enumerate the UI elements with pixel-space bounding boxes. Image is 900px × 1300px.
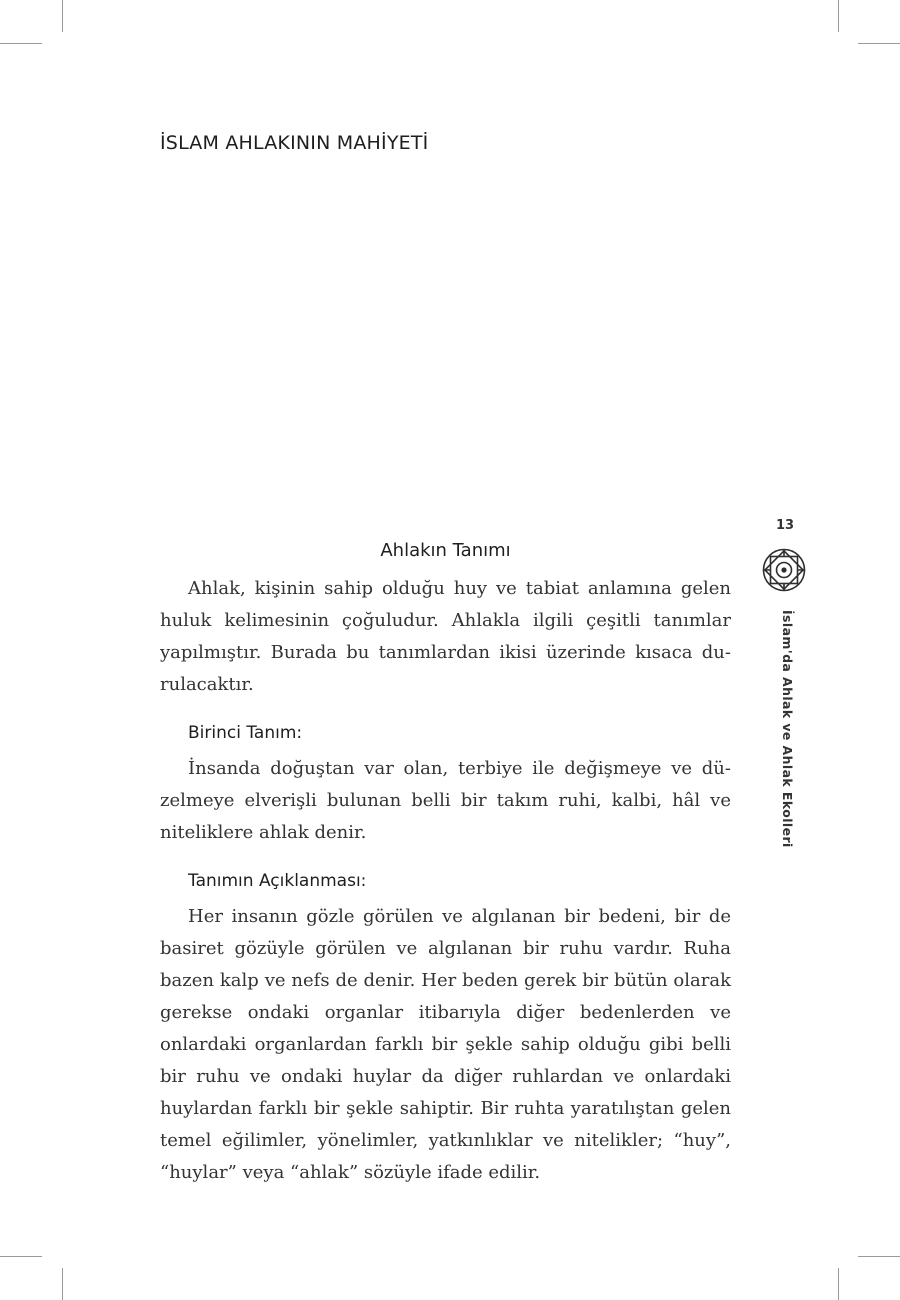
explanation-heading: Tanımın Açıklanması: (188, 871, 367, 891)
crop-mark-top-right-vertical (838, 0, 839, 32)
crop-mark-top-right-horizontal (858, 43, 900, 44)
running-title-vertical: İslam'da Ahlak ve Ahlak Ekolleri (780, 610, 795, 848)
page-content (160, 535, 731, 1189)
intro-paragraph: Ahlak, kişinin sahip olduğu huy ve tabiat anlamına gelen huluk kelimesinin çoğuludur. Ahlakla ilgili çeşitli tanımlar yapılmıştır. Burada bu tanımlardan ikisi üzerinde kısaca durulacaktır. (160, 578, 731, 695)
page-number: 13 (775, 518, 795, 533)
interlaced-star-emblem-icon (761, 547, 807, 593)
definition-paragraph: İnsanda doğuştan var olan, terbiye ile değişmeye ve düzelmeye elverişli bulunan belli bir takım ruhi, kalbi, hâl ve niteliklere ahlak denir. (160, 758, 731, 843)
chapter-title: İSLAM AHLAKININ MAHİYETİ (160, 132, 429, 154)
crop-mark-top-left-horizontal (0, 43, 42, 44)
crop-mark-top-left-vertical (62, 0, 63, 32)
explanation-paragraph: Her insanın gözle görülen ve algılanan bir bedeni, bir de basiret gözüyle görülen ve algılanan bir ruhu vardır. Ruha bazen kalp ve nefs de denir. Her beden gerek bir bütün olarak gerekse ondaki organlar itibarıyla diğer bedenlerden ve onlardaki organlardan farklı bir şekle sahip olduğu gibi belli bir ruhu ve ondaki huylar da diğer ruhlardan ve onlardaki huylardan farklı bir şekle sahiptir. Bir ruhta yaratılıştan gelen temel eğilimler, yönelimler, yatkınlıklar ve nitelikler; “huy”, “huylar” veya “ahlak” sözüyle ifade edilir. (160, 906, 731, 1183)
crop-mark-bottom-right-horizontal (858, 1256, 900, 1257)
crop-mark-bottom-left-vertical (62, 1268, 63, 1300)
crop-mark-bottom-right-vertical (838, 1268, 839, 1300)
definition-heading: Birinci Tanım: (188, 723, 303, 743)
crop-mark-bottom-left-horizontal (0, 1256, 42, 1257)
section-title: Ahlakın Tanımı (380, 540, 511, 561)
